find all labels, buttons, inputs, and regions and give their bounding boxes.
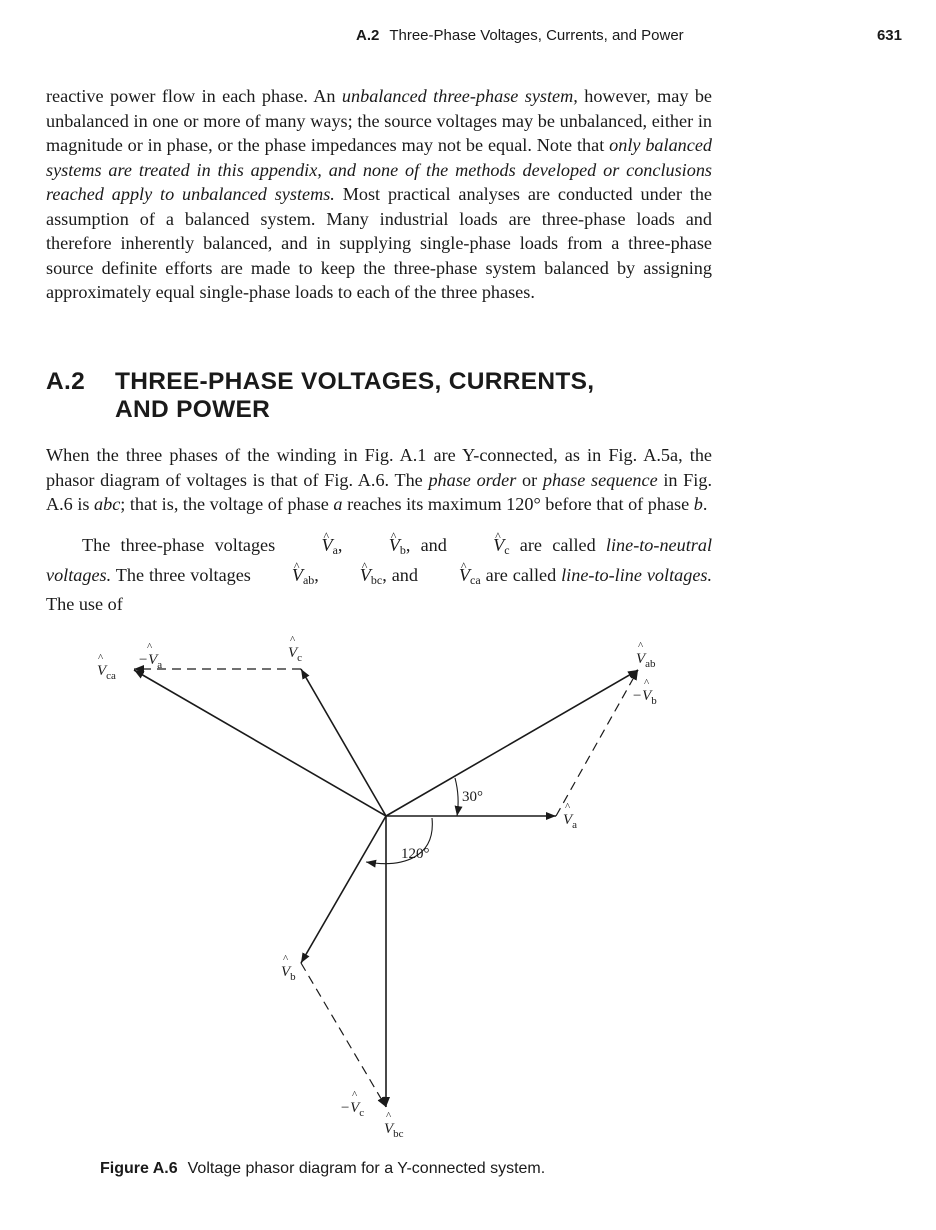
term-a: a <box>333 494 343 514</box>
text-run: , and <box>405 535 458 555</box>
section-title-line2: AND POWER <box>115 396 271 423</box>
section-number: A.2 <box>46 368 86 395</box>
text-run: The use of <box>46 594 123 614</box>
running-head-title <box>356 27 684 44</box>
caption-number: Figure A.6 <box>100 1160 178 1177</box>
subscript: b <box>399 543 406 557</box>
phasor-vab <box>386 670 638 816</box>
symbol-v: V <box>291 564 303 585</box>
emphasis-balanced-only: only balanced systems are treated in this appendix, and none of the methods developed or conclusions reached apply to unbalanced systems. <box>46 135 712 204</box>
label-neg-vc: $-V_c$ <box>340 1100 365 1119</box>
symbol-v-ab <box>256 563 314 593</box>
figure-caption <box>100 1160 545 1178</box>
symbol-v: V <box>359 564 371 585</box>
hat-vca: ^ <box>98 652 104 664</box>
hat-va: ^ <box>565 801 571 813</box>
text-run: , <box>314 564 324 585</box>
angle-label-30: 30° <box>462 789 483 805</box>
term-abc: abc <box>94 494 121 514</box>
symbol-v-ca <box>423 563 481 593</box>
text-run: . <box>702 494 708 514</box>
subscript: bc <box>370 572 383 587</box>
angle-label-120: 120° <box>401 846 430 862</box>
label-vb: $V_b$ <box>281 964 296 983</box>
text-run: reaches its maximum 120° before that of phase <box>342 494 694 514</box>
paragraph-phase-sequence <box>46 443 712 517</box>
label-vab: $V_{ab}$ <box>636 651 656 670</box>
term-unbalanced-system: unbalanced three-phase system, <box>341 86 578 106</box>
term-line-to-neutral: line-to-neutral voltages. <box>46 535 712 585</box>
text-run: Most practical analyses are conducted under the assumption of a balanced system. Many industrial loads are three-phase loads and therefore inherently balanced, and in supplying single-phase loads from a three-phase source definite efforts are made to keep the three-phase system balanced by assigning approximately equal single-phase loads to each of the three phases. <box>46 184 712 302</box>
symbol-v: V <box>458 564 471 585</box>
running-head-section-title: Three-Phase Voltages, Currents, and Power <box>389 27 684 44</box>
text-run: however, may be unbalanced in one or more of many ways; the source voltages may be unbalanced, either in magnitude or in phase, or the phase impedances may not be equal. Note that <box>46 86 712 155</box>
text-run: reactive power flow in each phase. An <box>46 86 342 106</box>
label-neg-va: $-V_a$ <box>138 652 163 671</box>
text-run: ; that is, the voltage of phase <box>120 494 334 514</box>
label-vbc: $V_{bc}$ <box>384 1121 404 1140</box>
phasor-vc <box>301 669 386 816</box>
symbol-v: V <box>388 535 400 555</box>
text-run: are called <box>509 535 606 555</box>
phasor-vb <box>301 816 386 963</box>
symbol-v-bc <box>324 563 382 593</box>
caption-text: Voltage phasor diagram for a Y-connected system. <box>187 1160 546 1177</box>
hat-neg-va: ^ <box>147 641 153 653</box>
phasor-neg-vb <box>556 670 638 816</box>
term-phase-order: phase order <box>428 469 517 490</box>
hat-vab: ^ <box>638 640 644 652</box>
page-number: 631 <box>876 27 902 44</box>
label-vca: $V_{ca}$ <box>97 663 116 682</box>
hat-vb: ^ <box>283 953 289 965</box>
text-run: or <box>516 469 543 490</box>
section-heading <box>46 368 746 424</box>
term-phase-sequence: phase sequence <box>542 469 658 490</box>
text-run: , and <box>382 564 423 585</box>
hat-vbc: ^ <box>386 1110 392 1122</box>
hat-vc: ^ <box>290 634 296 646</box>
text-run: , <box>337 535 353 555</box>
term-b: b <box>693 494 703 514</box>
term-line-to-line: line-to-line voltages. <box>561 564 713 585</box>
symbol-v: V <box>321 535 333 555</box>
text-run: When the three phases of the winding in Fig. A.1 are Y-connected, as in Fig. A.5a, the phasor diagram of voltages is that of Fig. A.6. The <box>46 445 712 490</box>
subscript: a <box>332 543 338 557</box>
paragraph-line-voltages <box>46 533 712 617</box>
paragraph-unbalanced-systems <box>46 84 712 305</box>
hat-neg-vc: ^ <box>352 1089 358 1101</box>
voltage-phasor-diagram <box>0 620 936 1160</box>
label-neg-vb: $-V_b$ <box>632 688 657 707</box>
running-head-section-number: A.2 <box>356 27 380 44</box>
subscript: c <box>504 543 510 557</box>
symbol-v: V <box>493 535 505 555</box>
phasor-vca <box>134 670 386 816</box>
phasors <box>134 669 638 1107</box>
text-run: in Fig. A.6 is <box>46 469 712 514</box>
text-run: are called <box>480 564 562 585</box>
hat-neg-vb: ^ <box>644 677 650 689</box>
text-run: The three-phase voltages <box>82 535 286 555</box>
phasor-neg-vc <box>301 963 386 1107</box>
subscript: ca <box>470 572 481 587</box>
phasor-labels <box>97 634 657 1140</box>
section-title-line1: THREE-PHASE VOLTAGES, CURRENTS, <box>115 368 595 395</box>
subscript: ab <box>302 572 315 587</box>
label-vc: $V_c$ <box>288 645 303 664</box>
running-head <box>0 27 936 49</box>
arc-30-degrees <box>455 778 458 816</box>
label-va: $V_a$ <box>563 812 578 831</box>
text-run: The three voltages <box>111 564 256 585</box>
